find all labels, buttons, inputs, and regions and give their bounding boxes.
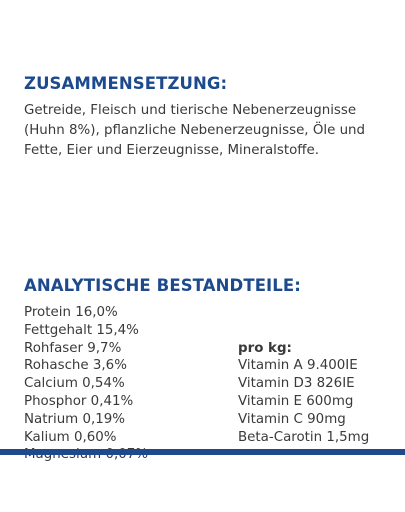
constituent-sodium: Natrium 0,19% bbox=[24, 411, 126, 427]
constituent-fibre: Rohfaser 9,7% bbox=[24, 340, 122, 356]
vitamin-e: Vitamin E 600mg bbox=[238, 393, 354, 409]
beta-carotene: Beta-Carotin 1,5mg bbox=[238, 429, 370, 445]
vitamin-a: Vitamin A 9.400IE bbox=[238, 358, 358, 374]
analysis-heading: ANALYTISCHE BESTANDTEILE: bbox=[24, 276, 301, 295]
constituent-protein: Protein 16,0% bbox=[24, 305, 118, 320]
constituent-calcium: Calcium 0,54% bbox=[24, 376, 125, 392]
per-kg-label: pro kg: bbox=[238, 340, 292, 356]
composition-heading: ZUSAMMENSETZUNG: bbox=[24, 74, 228, 93]
vitamin-d3: Vitamin D3 826IE bbox=[238, 376, 355, 392]
vitamin-c: Vitamin C 90mg bbox=[238, 411, 346, 427]
constituent-fat: Fettgehalt 15,4% bbox=[24, 322, 139, 338]
constituents-list bbox=[24, 304, 148, 464]
bottom-divider bbox=[0, 449, 405, 455]
constituent-phosphorus: Phosphor 0,41% bbox=[24, 393, 134, 409]
constituent-ash: Rohasche 3,6% bbox=[24, 358, 127, 374]
per-kg-list bbox=[238, 340, 369, 447]
constituent-potassium: Kalium 0,60% bbox=[24, 429, 117, 445]
composition-text: Getreide, Fleisch und tierische Nebenerzeugnisse (Huhn 8%), pflanzliche Nebenerzeugnisse, Öle und Fette, Eier und Eierzeugnisse, Mineralstoffe. bbox=[24, 103, 366, 158]
